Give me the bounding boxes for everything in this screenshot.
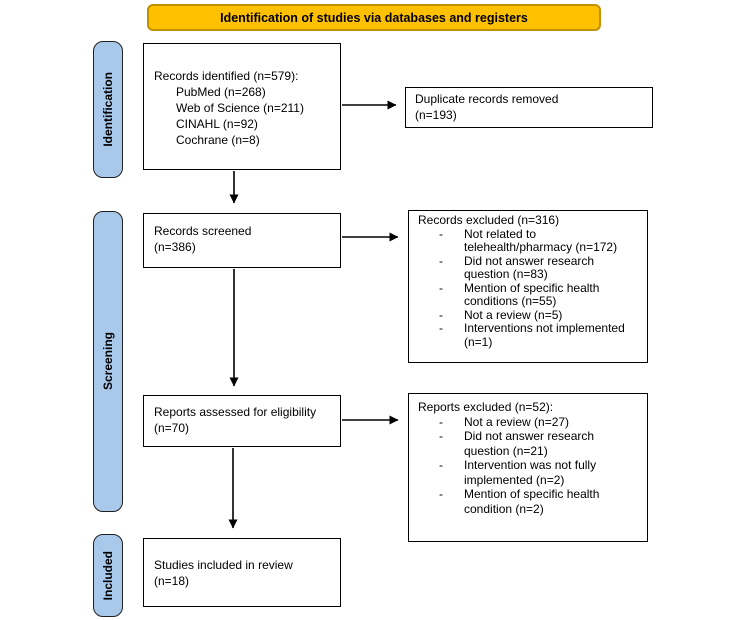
stage-identification-label: Identification [101,72,115,147]
stage-identification [93,41,123,178]
records-identified-box [143,43,341,170]
records-identified-source: Cochrane (n=8) [176,133,260,147]
records-identified-title: Records identified (n=579): [154,69,299,83]
duplicates-removed-box [405,87,653,128]
records-excluded-reason: - Not related to telehealth/pharmacy (n=172) [418,228,633,255]
stage-included [93,534,123,617]
diagram-title: Identification of studies via databases and registers [220,10,528,25]
stage-included-label: Included [101,550,115,601]
records-screened-line2: (n=386) [154,240,196,254]
reports-assessed-line2: (n=70) [154,421,190,435]
stage-screening [93,211,123,512]
records-screened-box [143,213,341,268]
reports-assessed-box [143,395,341,447]
duplicates-removed-line1: Duplicate records removed [415,92,559,106]
records-excluded-reason: - Interventions not implemented (n=1) [418,322,633,349]
duplicates-removed-line2: (n=193) [415,107,457,122]
records-identified-source: CINAHL (n=92) [176,117,258,131]
records-identified-source: PubMed (n=268) [176,85,266,99]
reports-excluded-reason: - Did not answer research question (n=21) [418,429,633,458]
records-screened-line1: Records screened [154,224,252,238]
studies-included-line2: (n=18) [154,574,190,588]
reports-excluded-reason: - Not a review (n=27) [418,415,633,430]
records-excluded-box [408,210,648,363]
records-excluded-reason: - Not a review (n=5) [418,309,633,323]
reports-excluded-box [408,393,648,542]
reports-excluded-title: Reports excluded (n=52): [418,400,554,414]
records-excluded-reason: - Did not answer research question (n=83) [418,255,633,282]
reports-excluded-reason: - Intervention was not fully implemented (n=2) [418,458,633,487]
reports-excluded-reason: - Mention of specific health condition (n=2) [418,487,633,516]
reports-excluded-list [418,415,633,517]
records-excluded-title: Records excluded (n=316) [418,213,560,227]
records-identified-source: Web of Science (n=211) [176,101,304,115]
stage-screening-label: Screening [101,332,115,391]
diagram-title-banner [147,4,601,31]
reports-assessed-line1: Reports assessed for eligibility [154,405,317,419]
records-excluded-reason: - Mention of specific health conditions (n=55) [418,282,633,309]
studies-included-box [143,538,341,607]
records-excluded-list [418,228,633,350]
studies-included-line1: Studies included in review [154,558,293,572]
